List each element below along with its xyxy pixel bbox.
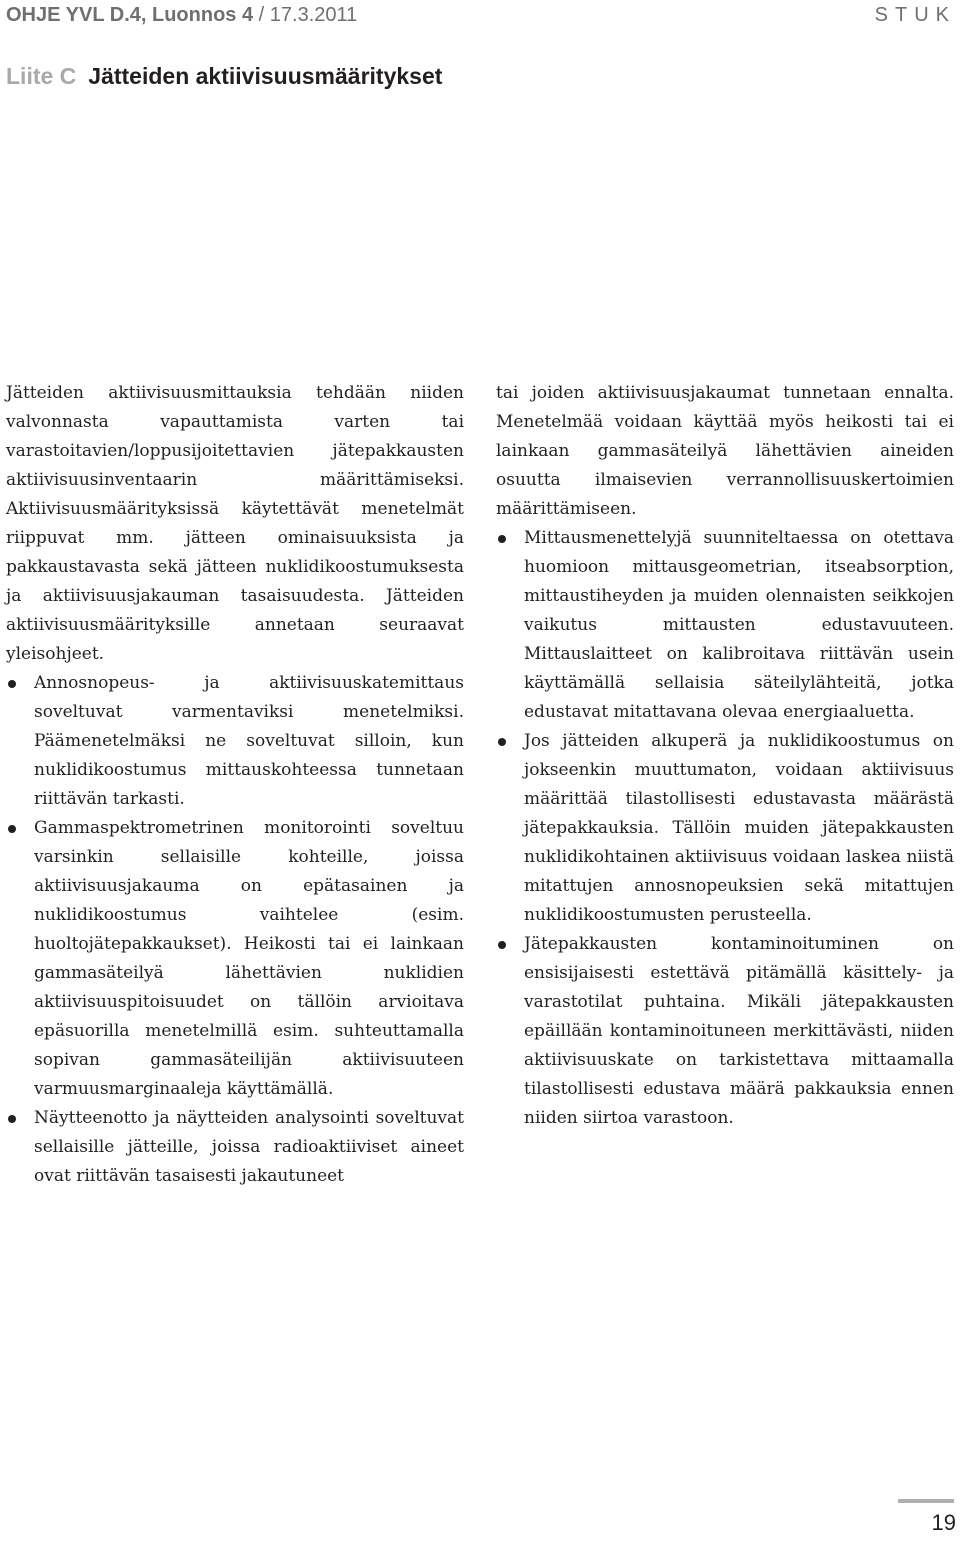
list-item <box>6 1104 464 1191</box>
list-item-text: Annosnopeus- ja aktiivisuuskatemittaus soveltuvat varmentaviksi menetelmiksi. Päämenetelmäksi ne soveltuvat silloin, kun nuklidikoostumus mittauskohteessa tunnetaan riittävän tarkasti. <box>34 673 464 809</box>
left-bullet-list <box>6 669 464 1191</box>
list-item <box>496 524 954 727</box>
list-item <box>496 727 954 930</box>
annex-title: Jätteiden aktiivisuusmääritykset <box>88 63 443 89</box>
header-date: / 17.3.2011 <box>253 4 358 26</box>
header-publisher: STUK <box>874 4 956 26</box>
list-item <box>6 669 464 814</box>
annex-label: Liite C <box>6 63 77 89</box>
page-header <box>6 0 956 30</box>
intro-paragraph: Jätteiden aktiivisuusmittauksia tehdään niiden valvonnasta vapauttamista varten tai varastoitavien/loppusijoitettavien jätepakkausten aktiivisuusinventaarin määrittämiseksi. Aktiivisuusmäärityksissä käytettävät menetelmät riippuvat mm. jätteen ominaisuuksista ja pakkaustavasta sekä jätteen nuklidikoostumuksesta ja aktiivisuusjakauman tasaisuudesta. Jätteiden aktiivisuusmäärityksille annetaan seuraavat yleisohjeet. <box>6 383 464 664</box>
list-item-text: Mittausmenettelyjä suunniteltaessa on otettava huomioon mittausgeometrian, itseabsorption, mittaustiheyden ja muiden olennaisten seikkojen vaikutus mittausten edustavuuteen. Mittauslaitteet on kalibroitava riittävän usein käyttämällä sellaisia säteilylähteitä, jotka edustavat mitattavana olevaa energiaaluetta. <box>524 528 954 722</box>
continuation-paragraph: tai joiden aktiivisuusjakaumat tunnetaan ennalta. Menetelmää voidaan käyttää myös heikosti tai ei lainkaan gammasäteilyä lähettävien aineiden osuutta ilmaisevien verrannollisuuskertoimien määrittämiseen. <box>496 383 954 519</box>
list-item-text: Jos jätteiden alkuperä ja nuklidikoostumus on jokseenkin muuttumaton, voidaan aktiivisuus määrittää tilastollisesti edustavasta määrästä jätepakkauksia. Tällöin muiden jätepakkausten nuklidikohtainen aktiivisuus voidaan laskea niistä mitattujen annosnopeuksien sekä mitattujen nuklidikoostumusten perusteella. <box>524 731 954 925</box>
bullet-icon <box>8 680 16 688</box>
list-item <box>496 930 954 1133</box>
bullet-icon <box>498 941 506 949</box>
bullet-icon <box>8 1115 16 1123</box>
bullet-icon <box>498 535 506 543</box>
page-number-rule <box>898 1499 954 1503</box>
list-item-text: Gammaspektrometrinen monitorointi soveltuu varsinkin sellaisille kohteille, joissa aktiivisuusjakauma on epätasainen ja nuklidikoostumus vaihtelee (esim. huoltojätepakkaukset). Heikosti tai ei lainkaan gammasäteilyä lähettävien nuklidien aktiivisuuspitoisuudet on tällöin arvioitava epäsuorilla menetelmillä esim. suhteuttamalla sopivan gammasäteilijän aktiivisuuteen varmuusmarginaaleja käyttämällä. <box>34 818 464 1099</box>
header-document-id <box>6 4 357 27</box>
annex-heading <box>6 63 442 90</box>
list-item-text: Jätepakkausten kontaminoituminen on ensisijaisesti estettävä pitämällä käsittely- ja varastotilat puhtaina. Mikäli jätepakkausten epäillään kontaminoituneen merkittävästi, niiden aktiivisuuskate on tarkistettava mittaamalla tilastollisesti edustava määrä pakkauksia ennen niiden siirtoa varastoon. <box>524 934 954 1128</box>
right-bullet-list <box>496 524 954 1133</box>
page-number: 19 <box>931 1510 956 1535</box>
bullet-icon <box>498 738 506 746</box>
bullet-icon <box>8 825 16 833</box>
list-item-text: Näytteenotto ja näytteiden analysointi soveltuvat sellaisille jätteille, joissa radioaktiiviset aineet ovat riittävän tasaisesti jakautuneet <box>34 1108 464 1186</box>
header-guide-id: OHJE YVL D.4, Luonnos 4 <box>6 4 254 26</box>
left-column <box>6 379 464 1191</box>
list-item <box>6 814 464 1104</box>
right-column <box>496 379 954 1133</box>
